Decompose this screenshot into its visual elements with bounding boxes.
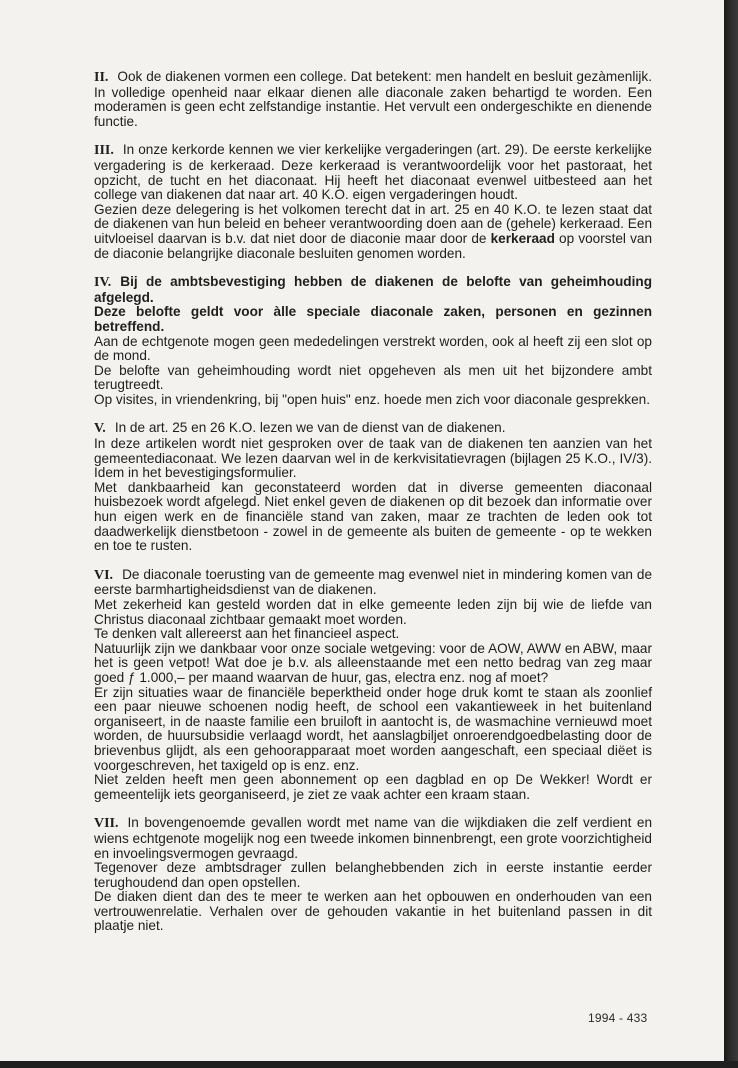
paragraph-text: In onze kerkorde kennen we vier kerkelijke vergaderingen (art. 29). De eerste kerkelijke vergadering is de kerkeraad. Deze kerkeraad is verantwoordelijk voor het pastoraat, het opzicht, de tucht en het diaconaat. Hij heeft het diaconaat evenwel uitbesteed aan het college van diakenen dat naar art. 40 K.O. eigen vergaderingen houdt. — [94, 142, 652, 203]
section-vii — [94, 816, 652, 934]
scan-edge-right — [724, 0, 738, 1068]
section-number: VII. — [94, 816, 119, 832]
section-v — [94, 421, 652, 553]
paragraph — [94, 203, 652, 261]
paragraph — [94, 364, 652, 393]
paragraph-text-continued: op voorstel van de diaconie belangrijke diaconale besluiten genomen worden. — [94, 230, 653, 261]
paragraph — [94, 335, 652, 364]
paragraph-text: Tegenover deze ambtsdrager zullen belanghebbenden zich in eerste instantie eerder terughoudend dan open opstellen. — [94, 860, 652, 890]
paragraph — [94, 773, 652, 802]
section-number: VI. — [94, 567, 114, 583]
section-number: IV. — [94, 275, 112, 291]
paragraph — [94, 143, 652, 202]
paragraph-text: Aan de echtgenote mogen geen mededelingen verstrekt worden, ook al heeft zij een slot op de mond. — [94, 333, 652, 364]
paragraph-text: De diaconale toerusting van de gemeente mag evenwel niet in mindering komen van de eerste barmhartigheidsdienst van de diakenen. — [94, 566, 652, 598]
section-number: V. — [94, 421, 106, 437]
section-number: III. — [94, 143, 114, 159]
paragraph — [94, 437, 652, 481]
paragraph — [94, 642, 652, 686]
paragraph-text: Gezien deze delegering is het volkomen terecht dat in art. 25 en 40 K.O. te lezen staat dat de diakenen van hun beleid en beheer verantwoording doen aan de (gehele) kerkeraad. Een uitvloeisel daarvan is b.v. dat niet door de diaconie maar door de — [94, 201, 652, 246]
paragraph-text: Niet zelden heeft men geen abonnement op een dagblad en op De Wekker! Wordt er gemeentelijk iets georganiseerd, je ziet ze vaak achter een kraam staan. — [94, 772, 652, 802]
paragraph — [94, 481, 652, 554]
scan-edge-bottom — [0, 1061, 738, 1068]
paragraph-text: Ook de diakenen vormen een college. Dat betekent: men handelt en besluit gezàmenlijk. In volledige openheid naar elkaar dienen alle diaconale zaken behartigd te worden. Een moderamen is geen echt zelfstandige instantie. Het vervult een ondergeschikte en dienende functie. — [94, 69, 652, 129]
paragraph-text: De belofte van geheimhouding wordt niet opgeheven als men uit het bijzondere ambt terugtreedt. — [94, 362, 652, 393]
section-number: II. — [94, 70, 109, 85]
paragraph-text: Er zijn situaties waar de financiële beperktheid onder hoge druk komt te staan als zoonlief een paar nieuwe schoenen nodig heeft, de school een vakantieweek in het buitenland organiseert, in de naaste familie een bruiloft in aantocht is, de wasmachine vernieuwd moet worden, de huursubsidie verlaagd wordt, het aanslagbiljet onroerendgoedbelasting door de brievenbus glijdt, als een gehoorapparaat moet worden aangeschaft, een speciaal diëet is voorgeschreven, het taxigeld op is enz. enz. — [94, 684, 652, 773]
body-text — [94, 70, 652, 948]
paragraph-text: Deze belofte geldt voor àlle speciale diaconale zaken, personen en gezinnen betreffend. — [94, 304, 652, 334]
paragraph-bold — [94, 305, 652, 334]
paragraph-text: Met zekerheid kan gesteld worden dat in elke gemeente leden zijn bij wie de liefde van Christus diaconaal zichtbaar gemaakt moet worden. — [94, 597, 652, 627]
paragraph — [94, 890, 652, 934]
paragraph-text: Op visites, in vriendenkring, bij "open huis" enz. hoede men zich voor diaconale gesprekken. — [94, 391, 650, 407]
paragraph-text: Met dankbaarheid kan geconstateerd worden dat in diverse gemeenten diaconaal huisbezoek wordt afgelegd. Niet enkel geven de diakenen op dit bezoek dan informatie over hun eigen werk en de financiële stand van zaken, maar ze trachten de leden ook tot daadwerkelijk dienstbetoon - zowel in de gemeente als buiten de gemeente - op te wekken en toe te rusten. — [94, 479, 652, 554]
paragraph — [94, 816, 652, 861]
page-number: 1994 - 433 — [588, 1011, 648, 1025]
section-vi — [94, 568, 652, 803]
paragraph-text: In bovengenoemde gevallen wordt met name van die wijkdiaken die zelf verdient en wiens echtgenote mogelijk nog een tweede inkomen binnenbrengt, een grote voorzichtigheid en invoelingsvermogen gevraagd. — [94, 815, 652, 861]
paragraph-text: Te denken valt allereerst aan het financieel aspect. — [94, 626, 400, 642]
section-ii — [94, 70, 652, 129]
section-iii — [94, 143, 652, 261]
paragraph-text: De diaken dient dan des te meer te werken aan het opbouwen en onderhouden van een vertrouwenrelatie. Verhalen over de gehouden vakantie in het buitenland passen in dit plaatje niet. — [94, 889, 652, 934]
bold-term: kerkeraad — [490, 230, 555, 246]
paragraph — [94, 627, 652, 642]
paragraph-bold — [94, 275, 652, 305]
section-iv — [94, 275, 652, 407]
paragraph — [94, 421, 652, 437]
paragraph — [94, 393, 652, 408]
paragraph — [94, 861, 652, 890]
paragraph-text: Natuurlijk zijn we dankbaar voor onze sociale wetgeving: voor de AOW, AWW en ABW, maar het is geen vetpot! Wat doe je b.v. als alleenstaande met een netto bedrag van zeg maar goed ƒ 1.000,– per maand waarvan de huur, gas, electra enz. nog af moet? — [94, 640, 652, 685]
paragraph — [94, 70, 652, 129]
paragraph — [94, 598, 652, 627]
paragraph-text: In deze artikelen wordt niet gesproken over de taak van de diakenen ten aanzien van het gemeentediaconaat. We lezen daarvan wel in de kerkvisitatievragen (bijlagen 25 K.O., IV/3). Idem in het bevestigingsformulier. — [94, 436, 652, 481]
paragraph-text: In de art. 25 en 26 K.O. lezen we van de dienst van de diakenen. — [114, 420, 506, 436]
paragraph-text: Bij de ambtsbevestiging hebben de diakenen de belofte van geheimhouding afgelegd. — [94, 274, 652, 305]
paragraph — [94, 568, 652, 598]
paragraph — [94, 686, 652, 774]
